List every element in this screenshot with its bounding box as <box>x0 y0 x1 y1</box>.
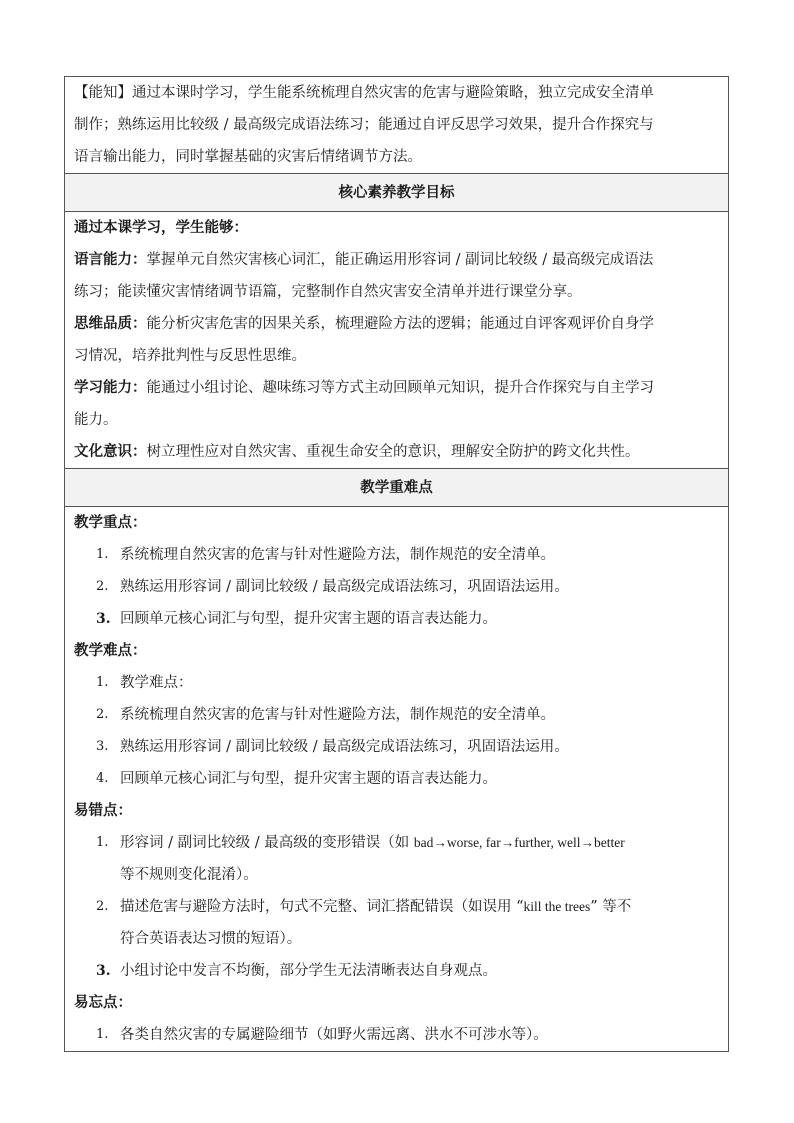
core-item-learning <box>74 372 719 404</box>
difficulty-content-row <box>65 507 729 1052</box>
core-item-label: 语言能力： <box>74 251 147 268</box>
intro-line: 语言输出能力，同时掌握基础的灾害后情绪调节方法。 <box>74 149 422 165</box>
error-points-list <box>74 827 719 987</box>
list-text: ” 等不 <box>590 899 632 915</box>
core-item-text: 能分析灾害危害的因果关系，梳理避险方法的逻辑；能通过自评客观评价自身学 <box>146 316 654 332</box>
list-number: 1. <box>96 675 109 690</box>
core-header-row <box>65 174 729 212</box>
list-number: 3. <box>96 611 111 627</box>
list-item <box>74 699 719 731</box>
core-lead: 通过本课学习，学生能够： <box>74 219 248 236</box>
list-item <box>74 763 719 795</box>
list-text: 描述危害与避险方法时，句式不完整、词汇搭配错误（如误用 “ <box>120 899 524 915</box>
list-number: 2. <box>96 579 109 594</box>
core-item-label: 文化意识： <box>74 443 147 460</box>
difficult-points-title: 教学难点： <box>74 642 147 659</box>
difficulty-section-header: 教学重难点 <box>65 469 729 507</box>
intro-line: 【能知】通过本课时学习，学生能系统梳理自然灾害的危害与避险策略，独立完成安全清单 <box>74 85 654 101</box>
core-item-label: 思维品质： <box>74 315 147 332</box>
list-number: 4. <box>96 771 109 786</box>
list-number: 2. <box>96 899 109 914</box>
core-item-language <box>74 244 719 276</box>
list-text: 回顾单元核心词汇与句型，提升灾害主题的语言表达能力。 <box>120 771 497 787</box>
intro-line: 制作；熟练运用比较级 / 最高级完成语法练习；能通过自评反思学习效果，提升合作探究与 <box>74 117 654 133</box>
list-number: 1. <box>96 835 109 850</box>
forget-points-list <box>74 1019 719 1051</box>
difficulty-header-row <box>65 469 729 507</box>
list-item <box>74 667 719 699</box>
list-item-continuation: 符合英语表达习惯的短语）。 <box>120 931 302 947</box>
list-item <box>74 731 719 763</box>
difficult-points-list <box>74 667 719 795</box>
core-item-label: 学习能力： <box>74 379 147 396</box>
key-points-title: 教学重点： <box>74 514 147 531</box>
list-item <box>74 827 719 859</box>
list-text: 各类自然灾害的专属避险细节（如野火需远离、洪水不可涉水等）。 <box>120 1027 548 1043</box>
list-text: 教学难点： <box>120 675 193 691</box>
list-item <box>74 891 719 923</box>
list-number: 3. <box>96 963 111 979</box>
list-text-latin: kill the trees <box>523 899 591 914</box>
list-text: 熟练运用形容词 / 副词比较级 / 最高级完成语法练习，巩固语法运用。 <box>120 739 569 755</box>
core-item-thinking <box>74 308 719 340</box>
intro-cell <box>65 77 729 174</box>
core-item-text: 能通过小组讨论、趣味练习等方式主动回顾单元知识，提升合作探究与自主学习 <box>146 380 654 396</box>
list-number: 1. <box>96 1027 109 1042</box>
core-content-cell <box>65 212 729 469</box>
forget-points-title: 易忘点： <box>74 994 132 1011</box>
list-text: 回顾单元核心词汇与句型，提升灾害主题的语言表达能力。 <box>120 611 497 627</box>
core-content-row <box>65 212 729 469</box>
list-text: 形容词 / 副词比较级 / 最高级的变形错误（如 <box>120 835 414 851</box>
list-item <box>74 603 719 635</box>
list-text-latin: bad→worse, far→further, well→better <box>413 835 625 850</box>
list-text: 系统梳理自然灾害的危害与针对性避险方法，制作规范的安全清单。 <box>120 547 555 563</box>
list-item <box>74 955 719 987</box>
core-section-header: 核心素养教学目标 <box>65 174 729 212</box>
list-number: 2. <box>96 707 109 722</box>
list-number: 1. <box>96 547 109 562</box>
intro-row <box>65 77 729 174</box>
list-item <box>74 571 719 603</box>
core-item-culture <box>74 436 719 468</box>
core-item-text: 习情况，培养批判性与反思性思维。 <box>74 348 306 364</box>
lesson-plan-table <box>64 76 729 1052</box>
key-points-list <box>74 539 719 635</box>
list-item-continuation: 等不规则变化混淆）。 <box>120 867 258 883</box>
core-item-text: 能力。 <box>74 412 118 428</box>
list-text: 系统梳理自然灾害的危害与针对性避险方法，制作规范的安全清单。 <box>120 707 555 723</box>
core-item-text: 练习；能读懂灾害情绪调节语篇，完整制作自然灾害安全清单并进行课堂分享。 <box>74 284 582 300</box>
difficulty-content-cell <box>65 507 729 1052</box>
list-text: 小组讨论中发言不均衡，部分学生无法清晰表达自身观点。 <box>120 963 497 979</box>
list-text: 熟练运用形容词 / 副词比较级 / 最高级完成语法练习，巩固语法运用。 <box>120 579 569 595</box>
core-item-text: 掌握单元自然灾害核心词汇，能正确运用形容词 / 副词比较级 / 最高级完成语法 <box>146 252 654 268</box>
list-number: 3. <box>96 739 109 754</box>
list-item <box>74 539 719 571</box>
list-item <box>74 1019 719 1051</box>
core-item-text: 树立理性应对自然灾害、重视生命安全的意识，理解安全防护的跨文化共性。 <box>146 444 640 460</box>
error-points-title: 易错点： <box>74 802 132 819</box>
